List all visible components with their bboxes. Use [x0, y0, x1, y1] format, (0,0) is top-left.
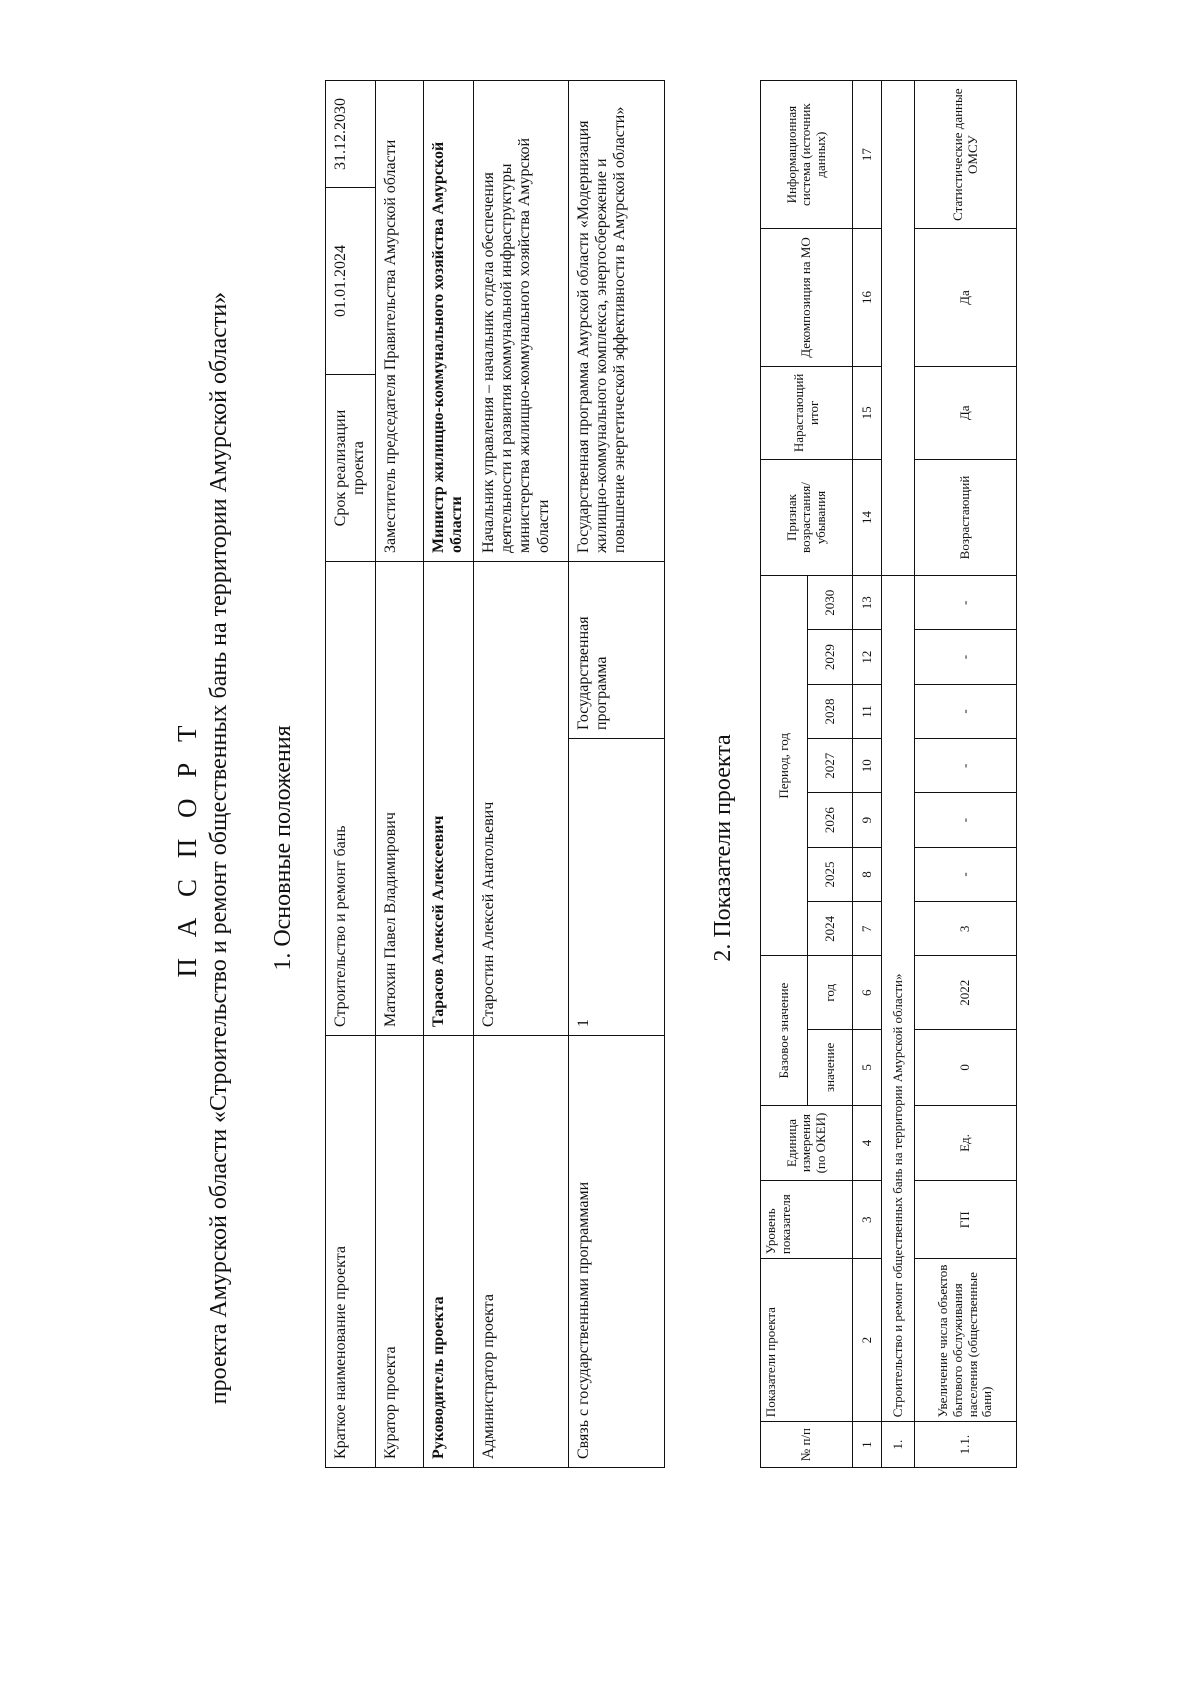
column-number: 3 — [853, 1181, 882, 1259]
column-number: 16 — [853, 229, 882, 366]
column-number: 11 — [853, 684, 882, 738]
column-number: 6 — [853, 956, 882, 1030]
indicators-table — [760, 80, 1017, 1468]
header-year: 2030 — [808, 576, 853, 630]
header-base-year: год — [808, 956, 853, 1030]
column-number: 9 — [853, 793, 882, 847]
column-number: 1 — [853, 1422, 882, 1468]
column-number: 4 — [853, 1105, 882, 1181]
header-year: 2026 — [808, 793, 853, 847]
column-number: 7 — [853, 902, 882, 956]
column-numbers-row — [853, 81, 882, 1468]
row-decomposition: Да — [915, 229, 1017, 366]
row-year-value: - — [915, 847, 1017, 901]
column-number: 8 — [853, 847, 882, 901]
document-title: П А С П О Р Т — [172, 718, 202, 978]
row-year-value: - — [915, 576, 1017, 630]
column-number: 14 — [853, 459, 882, 575]
short-name-value: Строительство и ремонт бань — [326, 562, 376, 1036]
administrator-position: Начальник управления – начальник отдела обеспечения деятельности и развития коммунальной инфраструктуры министерства жилищно-коммунального хозяйства Амурской области — [473, 81, 568, 562]
header-num: № п/п — [761, 1422, 853, 1468]
header-base-value: значение — [808, 1030, 853, 1106]
header-period: Период, год — [761, 576, 808, 956]
table-row — [326, 81, 376, 1468]
head-name: Тарасов Алексей Алексеевич — [423, 562, 473, 1036]
column-number: 17 — [853, 81, 882, 229]
row-label: Связь с государственными программами — [568, 1036, 664, 1468]
header-unit: Единица измерения (по ОКЕИ) — [761, 1105, 853, 1181]
head-position: Министр жилищно-коммунального хозяйства Амурской области — [423, 81, 473, 562]
row-base-value: 0 — [915, 1030, 1017, 1106]
section-row — [882, 81, 915, 1468]
row-num: 1.1. — [915, 1422, 1017, 1468]
header-year: 2027 — [808, 739, 853, 793]
row-year-value: - — [915, 630, 1017, 684]
row-info-system: Статистические данные ОМСУ — [915, 81, 1017, 229]
section-title: Строительство и ремонт общественных бань на территории Амурской области» — [882, 576, 915, 1422]
column-number: 10 — [853, 739, 882, 793]
header-base: Базовое значение — [761, 956, 808, 1105]
row-level: ГП — [915, 1181, 1017, 1259]
header-year: 2029 — [808, 630, 853, 684]
row-label: Руководитель проекта — [423, 1036, 473, 1468]
header-info-system: Информационная система (источник данных) — [761, 81, 853, 229]
row-cumulative: Да — [915, 366, 1017, 459]
program-name: Государственная программа Амурской области «Модернизация жилищно-коммунального комплекса, энергосбережение и повышение энергетической эффективности в Амурской области» — [568, 81, 664, 562]
header-level: Уровень показателя — [761, 1181, 853, 1259]
header-year: 2024 — [808, 902, 853, 956]
row-year-value: - — [915, 739, 1017, 793]
document-subtitle: проекта Амурской области «Строительство и ремонт общественных бань на территории Амурской области» — [206, 291, 232, 1405]
curator-position: Заместитель председателя Правительства Амурской области — [375, 81, 423, 562]
header-year: 2025 — [808, 847, 853, 901]
header-decomposition: Декомпозиция на МО — [761, 229, 853, 366]
row-base-year: 2022 — [915, 956, 1017, 1030]
header-sign: Признак возрастания/убывания — [761, 459, 853, 575]
header-indicator: Показатели проекта — [761, 1259, 853, 1422]
row-unit: Ед. — [915, 1105, 1017, 1181]
header-year: 2028 — [808, 684, 853, 738]
section-blank — [882, 81, 915, 576]
row-indicator: Увеличение числа объектов бытового обслуживания населения (общественные бани) — [915, 1259, 1017, 1422]
row-label: Краткое наименование проекта — [326, 1036, 376, 1468]
main-provisions-table — [325, 80, 665, 1468]
table-row — [375, 81, 423, 1468]
row-year-value: 3 — [915, 902, 1017, 956]
column-number: 12 — [853, 630, 882, 684]
table-row — [915, 81, 1017, 1468]
section2-heading: 2. Показатели проекта — [710, 734, 736, 962]
table-row — [423, 81, 473, 1468]
row-year-value: - — [915, 684, 1017, 738]
column-number: 13 — [853, 576, 882, 630]
section1-heading: 1. Основные положения — [270, 725, 296, 971]
administrator-name: Старостин Алексей Анатольевич — [473, 562, 568, 1036]
column-number: 5 — [853, 1030, 882, 1106]
row-year-value: - — [915, 793, 1017, 847]
row-sign: Возрастающий — [915, 459, 1017, 575]
table-row — [473, 81, 568, 1468]
program-type: Государственная программа — [568, 562, 664, 739]
header-cumulative: Нарастающий итог — [761, 366, 853, 459]
column-number: 2 — [853, 1259, 882, 1422]
start-date: 01.01.2024 — [326, 188, 376, 375]
row-label: Администратор проекта — [473, 1036, 568, 1468]
section-num: 1. — [882, 1422, 915, 1468]
table-row — [568, 81, 664, 1468]
term-label: Срок реализации проекта — [326, 375, 376, 562]
curator-name: Матюхин Павел Владимирович — [375, 562, 423, 1036]
column-number: 15 — [853, 366, 882, 459]
row-label: Куратор проекта — [375, 1036, 423, 1468]
header-row — [761, 81, 808, 1468]
program-number: 1 — [568, 739, 664, 1036]
end-date: 31.12.2030 — [326, 81, 376, 188]
